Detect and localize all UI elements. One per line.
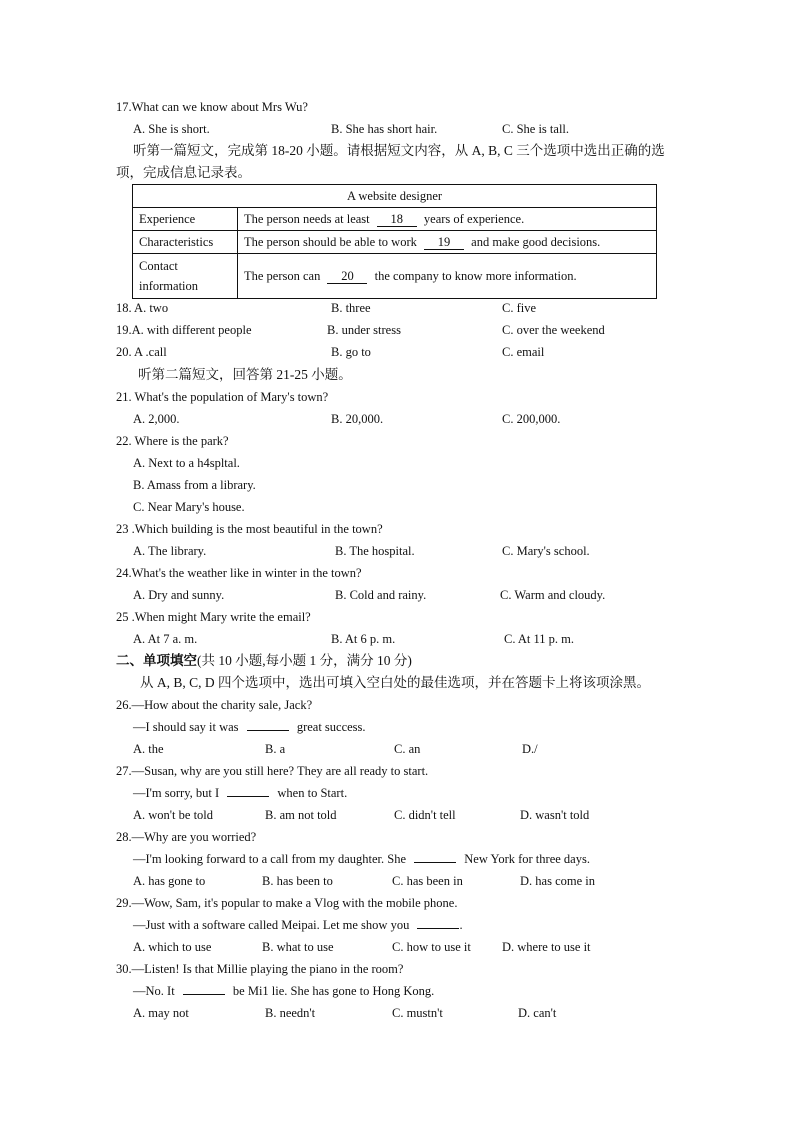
table-row-value: The person needs at least 18 years of experience. (238, 208, 657, 231)
table-row (133, 231, 657, 254)
question-17-option-c: C. She is tall. (502, 122, 570, 136)
question-26-line2: —I should say it was great success. (133, 720, 366, 734)
question-19-option-a: 19.A. with different people (116, 323, 252, 337)
question-26-option-c: C. an (394, 742, 421, 756)
table-row-value: The person can 20 the company to know more information. (238, 254, 657, 299)
table-row-key: Contact information (133, 254, 238, 299)
question-20-option-a: 20. A .call (116, 345, 167, 359)
question-27-line2: —I'm sorry, but I when to Start. (133, 786, 348, 800)
part2-instruction: 从 A, B, C, D 四个选项中，选出可填入空白处的最佳选项，并在答题卡上将该项涂黑。 (140, 675, 651, 690)
question-24-stem: 24.What's the weather like in winter in the town? (116, 566, 362, 580)
question-19-option-b: B. under stress (327, 323, 401, 337)
question-27-option-d: D. wasn't told (520, 808, 590, 822)
table-row (133, 208, 657, 231)
question-23-option-c: C. Mary's school. (502, 544, 590, 558)
question-20-option-b: B. go to (331, 345, 371, 359)
question-30-option-b: B. needn't (265, 1006, 316, 1020)
question-28-option-b: B. has been to (262, 874, 333, 888)
question-23-stem: 23 .Which building is the most beautiful in the town? (116, 522, 383, 536)
info-record-table (132, 184, 657, 299)
question-28-option-a: A. has gone to (133, 874, 206, 888)
answer-blank (417, 928, 459, 929)
question-27-option-c: C. didn't tell (394, 808, 456, 822)
question-29-option-a: A. which to use (133, 940, 212, 954)
question-30-option-a: A. may not (133, 1006, 189, 1020)
question-22-option-b: B. Amass from a library. (133, 478, 256, 492)
question-28-option-d: D. has come in (520, 874, 595, 888)
question-30-option-c: C. mustn't (392, 1006, 443, 1020)
question-21-option-a: A. 2,000. (133, 412, 180, 426)
question-21-stem: 21. What's the population of Mary's town? (116, 390, 329, 404)
blank-19: 19 (424, 235, 464, 250)
table-row-value: The person should be able to work 19 and make good decisions. (238, 231, 657, 254)
section1-instruction-line2: 项，完成信息记录表。 (116, 165, 251, 180)
question-22-stem: 22. Where is the park? (116, 434, 229, 448)
question-23-option-a: A. The library. (133, 544, 207, 558)
answer-blank (247, 730, 289, 731)
question-17-option-a: A. She is short. (133, 122, 210, 136)
question-25-option-b: B. At 6 p. m. (331, 632, 396, 646)
question-29-option-c: C. how to use it (392, 940, 471, 954)
question-29-line2: —Just with a software called Meipai. Let me show you . (133, 918, 463, 932)
question-17-stem: 17.What can we know about Mrs Wu? (116, 100, 308, 114)
table-row-key: Characteristics (133, 231, 238, 254)
answer-blank (227, 796, 269, 797)
question-22-option-c: C. Near Mary's house. (133, 500, 245, 514)
question-30-line1: 30.—Listen! Is that Millie playing the piano in the room? (116, 962, 404, 976)
question-29-option-b: B. what to use (262, 940, 334, 954)
blank-20: 20 (327, 269, 367, 284)
question-29-line1: 29.—Wow, Sam, it's popular to make a Vlog with the mobile phone. (116, 896, 458, 910)
question-18-option-c: C. five (502, 301, 537, 315)
question-21-option-c: C. 200,000. (502, 412, 561, 426)
question-24-option-a: A. Dry and sunny. (133, 588, 225, 602)
question-17-option-b: B. She has short hair. (331, 122, 438, 136)
question-19-option-c: C. over the weekend (502, 323, 605, 337)
question-24-option-b: B. Cold and rainy. (335, 588, 427, 602)
question-20-option-c: C. email (502, 345, 545, 359)
question-29-option-d: D. where to use it (502, 940, 591, 954)
question-22-option-a: A. Next to a h4spltal. (133, 456, 240, 470)
question-18-option-b: B. three (331, 301, 371, 315)
answer-blank (183, 994, 225, 995)
question-23-option-b: B. The hospital. (335, 544, 415, 558)
question-28-line2: —I'm looking forward to a call from my daughter. She New York for three days. (133, 852, 590, 866)
question-25-stem: 25 .When might Mary write the email? (116, 610, 311, 624)
question-25-option-a: A. At 7 a. m. (133, 632, 198, 646)
question-28-option-c: C. has been in (392, 874, 463, 888)
question-26-option-a: A. the (133, 742, 164, 756)
blank-18: 18 (377, 212, 417, 227)
answer-blank (414, 862, 456, 863)
question-30-line2: —No. It be Mi1 lie. She has gone to Hong Kong. (133, 984, 435, 998)
question-21-option-b: B. 20,000. (331, 412, 384, 426)
table-row-key: Experience (133, 208, 238, 231)
question-26-option-d: D./ (522, 742, 538, 756)
question-25-option-c: C. At 11 p. m. (504, 632, 575, 646)
question-24-option-c: C. Warm and cloudy. (500, 588, 606, 602)
question-26-option-b: B. a (265, 742, 286, 756)
part2-heading: 二、单项填空(共 10 小题,每小题 1 分，满分 10 分) (116, 653, 412, 668)
question-27-line1: 27.—Susan, why are you still here? They are all ready to start. (116, 764, 429, 778)
section2-instruction: 听第二篇短文，回答第 21-25 小题。 (138, 367, 352, 382)
question-30-option-d: D. can't (518, 1006, 557, 1020)
question-26-line1: 26.—How about the charity sale, Jack? (116, 698, 313, 712)
table-row (133, 254, 657, 299)
question-18-option-a: 18. A. two (116, 301, 169, 315)
question-27-option-b: B. am not told (265, 808, 337, 822)
section1-instruction-line1: 听第一篇短文，完成第 18-20 小题。请根据短文内容，从 A, B, C 三个选项中选出正确的选 (133, 143, 665, 158)
question-28-line1: 28.—Why are you worried? (116, 830, 257, 844)
question-27-option-a: A. won't be told (133, 808, 214, 822)
table-title: A website designer (133, 185, 657, 208)
